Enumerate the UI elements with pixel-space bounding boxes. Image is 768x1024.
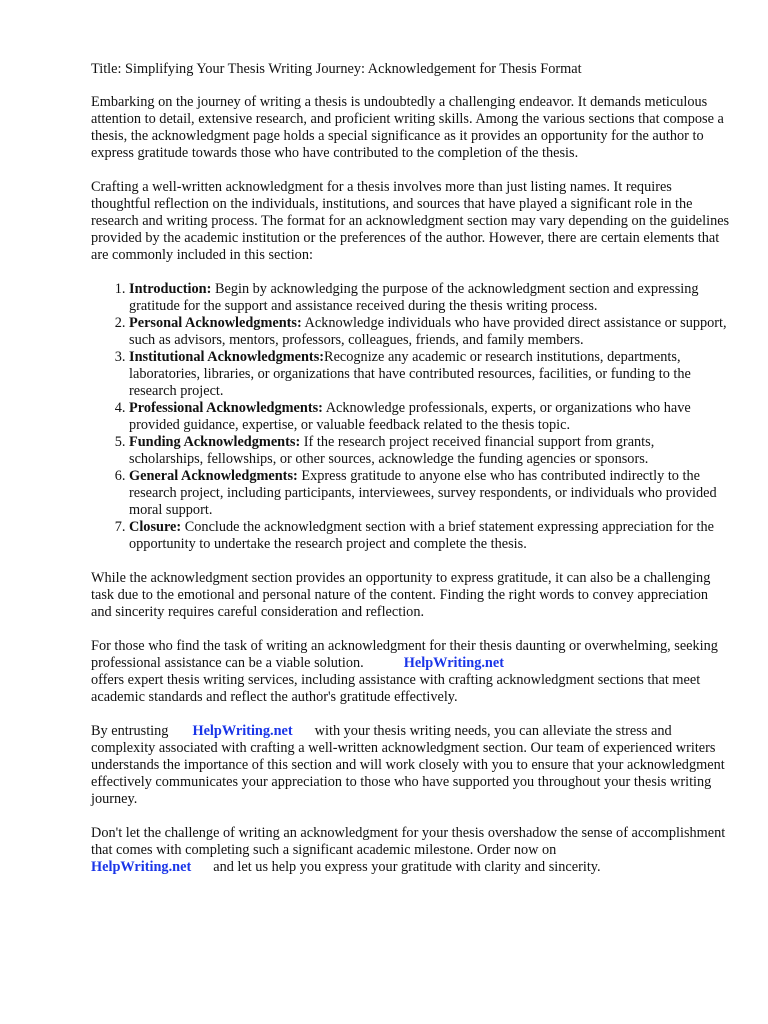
list-item-term: Personal Acknowledgments:: [129, 315, 302, 331]
list-item-term: Professional Acknowledgments:: [129, 400, 323, 416]
list-item: [129, 349, 731, 400]
helpwriting-link[interactable]: HelpWriting.net: [91, 859, 192, 875]
paragraph-for-those: [91, 638, 731, 706]
list-item-text: Conclude the acknowledgment section with a brief statement expressing appreciation for the opportunity to undertake the research project and complete the thesis.: [129, 519, 714, 552]
list-item: [129, 315, 731, 349]
paragraph-dont: [91, 825, 731, 876]
paragraph-intro: Embarking on the journey of writing a thesis is undoubtedly a challenging endeavor. It demands meticulous attention to detail, extensive research, and proficient writing skills. Among the various sections that compose a thesis, the acknowledgment page holds a special significance as it provides an opportunity for the author to express gratitude towards those who have contributed to the completion of the thesis.: [91, 94, 724, 161]
paragraph-dont-text-b: and let us help you express your gratitude with clarity and sincerity.: [213, 859, 601, 875]
list-item-text: Express gratitude to anyone else who has contributed indirectly to the research project, including participants, interviewees, survey respondents, or individuals who provided moral support.: [129, 468, 717, 518]
list-item: [129, 468, 731, 519]
list-item: [129, 434, 731, 468]
paragraph-entrusting-text-a: By entrusting: [91, 723, 169, 739]
list-item-text: If the research project received financial support from grants, scholarships, fellowships, or other sources, acknowledge the funding agencies or sponsors.: [129, 434, 655, 467]
paragraph-crafting: Crafting a well-written acknowledgment for a thesis involves more than just listing names. It requires thoughtful reflection on the individuals, institutions, and sources that have played a significant role in the research and writing process. The format for an acknowledgment section may vary depending on the guidelines provided by the academic institution or the preferences of the author. However, there are certain elements that are commonly included in this section:: [91, 179, 730, 263]
document-page: [91, 61, 731, 893]
paragraph-dont-text-a: Don't let the challenge of writing an acknowledgment for your thesis overshadow the sense of accomplishment that comes with completing such a significant academic milestone. Order now on: [91, 825, 726, 858]
list-item-text: Recognize any academic or research institutions, departments, laboratories, libraries, or organizations that have contributed resources, facilities, or funding to the research project.: [129, 349, 691, 399]
paragraph-for-those-text-a: For those who find the task of writing an acknowledgment for their thesis daunting or overwhelming, seeking professional assistance can be a viable solution.: [91, 638, 718, 671]
paragraph-entrusting-text-b: with your thesis writing needs, you can alleviate the stress and complexity associated with crafting a well-written acknowledgment section. Our team of experienced writers understands the importance of this section and will work closely with you to ensure that your acknowledgment effectively communicates your appreciation to those who have supported you throughout your thesis writing journey.: [91, 723, 725, 807]
list-item-term: Introduction:: [129, 281, 212, 297]
list-item: [129, 400, 731, 434]
helpwriting-link[interactable]: HelpWriting.net: [192, 723, 293, 739]
list-item: [129, 281, 731, 315]
paragraph-for-those-text-b: offers expert thesis writing services, including assistance with crafting acknowledgment sections that meet academic standards and reflect the author's gratitude effectively.: [91, 672, 701, 705]
document-title: Title: Simplifying Your Thesis Writing Journey: Acknowledgement for Thesis Format: [91, 61, 582, 77]
helpwriting-link[interactable]: HelpWriting.net: [403, 655, 504, 671]
elements-list: [91, 281, 731, 553]
list-item: [129, 519, 731, 553]
list-item-term: Closure:: [129, 519, 182, 535]
paragraph-entrusting: [91, 723, 731, 808]
paragraph-while: While the acknowledgment section provides an opportunity to express gratitude, it can also be a challenging task due to the emotional and personal nature of the content. Finding the right words to convey appreciation and sincerity requires careful consideration and reflection.: [91, 570, 711, 620]
list-item-term: General Acknowledgments:: [129, 468, 298, 484]
list-item-text: Begin by acknowledging the purpose of the acknowledgment section and expressing gratitude for the support and assistance received during the thesis writing process.: [129, 281, 699, 314]
list-item-term: Institutional Acknowledgments:: [129, 349, 325, 365]
list-item-term: Funding Acknowledgments:: [129, 434, 301, 450]
list-item-text: Acknowledge individuals who have provided direct assistance or support, such as advisors, mentors, professors, colleagues, friends, and family members.: [129, 315, 727, 348]
list-item-text: Acknowledge professionals, experts, or organizations who have provided guidance, expertise, or valuable feedback related to the thesis topic.: [129, 400, 691, 433]
